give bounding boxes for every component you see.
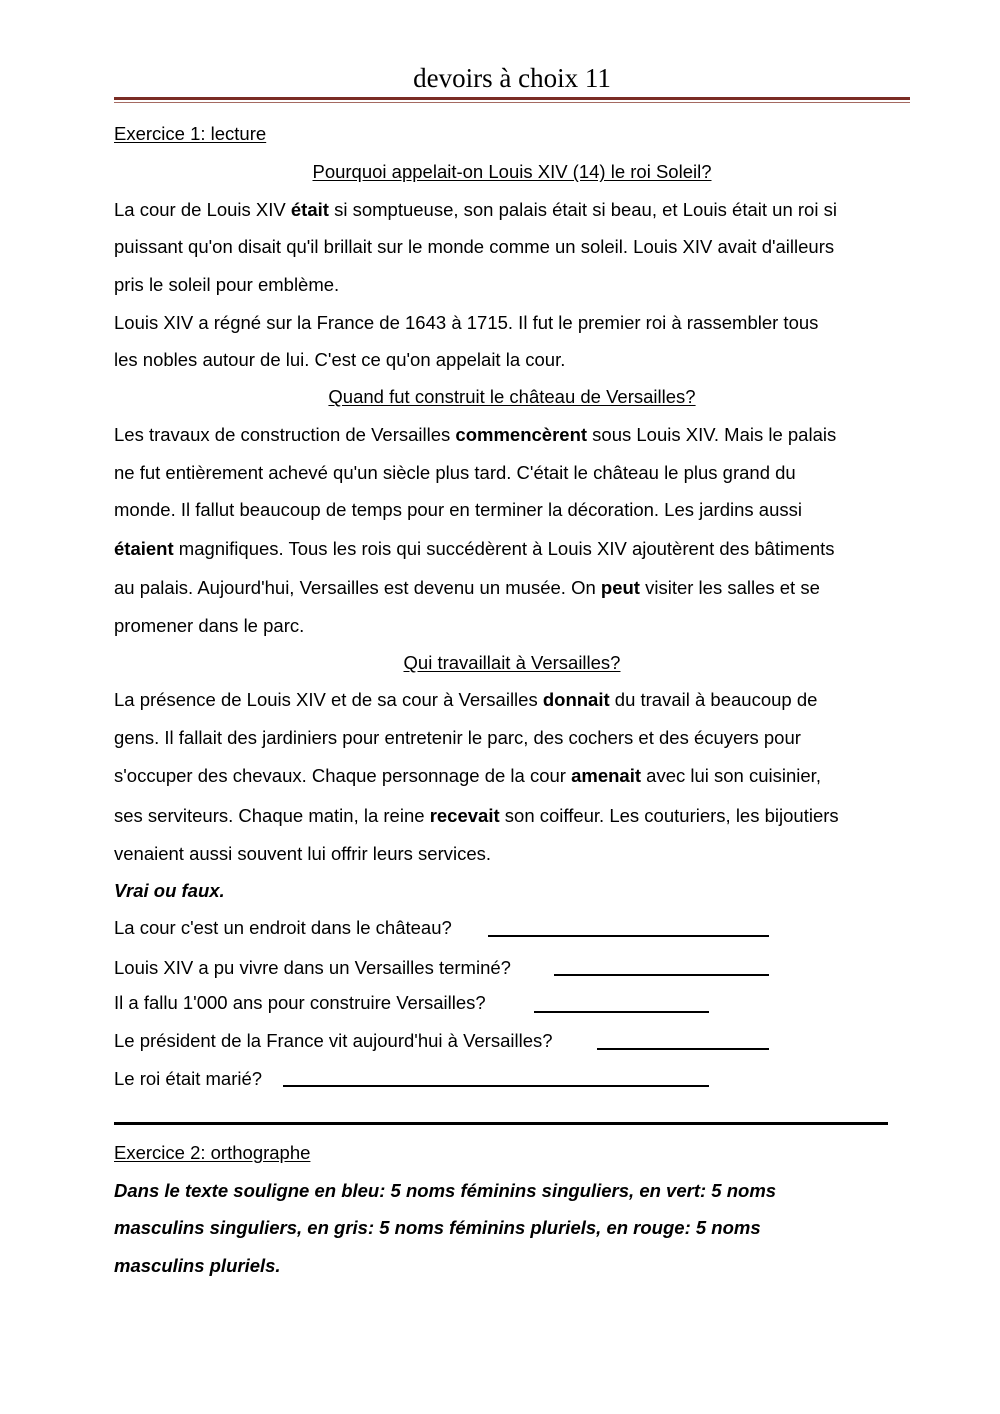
paragraph-line: gens. Il fallait des jardiniers pour entretenir le parc, des cochers et des écuyers pour [114,727,801,748]
text-run: son coiffeur. Les couturiers, les bijoutiers [499,805,839,826]
paragraph-line: venaient aussi souvent lui offrir leurs services. [114,843,492,864]
section-1-title: Pourquoi appelait-on Louis XIV (14) le roi Soleil? [312,161,712,182]
paragraph-line: les nobles autour de lui. C'est ce qu'on appelait la cour. [114,349,566,370]
answer-line[interactable] [283,1085,709,1087]
paragraph-line [114,688,914,712]
paragraph-line: ne fut entièrement achevé qu'un siècle plus tard. C'était le château le plus grand du [114,462,796,483]
text-run: sous Louis XIV. Mais le palais [587,424,837,445]
paragraph-line: monde. Il fallut beaucoup de temps pour en terminer la décoration. Les jardins aussi [114,499,802,520]
text-run: au palais. Aujourd'hui, Versailles est devenu un musée. On [114,577,601,598]
bold-verb: recevait [429,805,500,826]
text-run: La présence de Louis XIV et de sa cour à Versailles [114,689,543,710]
paragraph-line: pris le soleil pour emblème. [114,274,340,295]
paragraph-line [114,537,914,561]
section-3-title: Qui travaillait à Versailles? [403,652,621,673]
quiz-question: Le président de la France vit aujourd'hui à Versailles? [114,1030,553,1051]
quiz-question: Le roi était marié? [114,1068,263,1089]
paragraph-line [114,423,914,447]
bold-verb: était [290,199,329,220]
bold-verb: étaient [114,538,174,559]
instruction-line: masculins singuliers, en gris: 5 noms féminins pluriels, en rouge: 5 noms [114,1217,761,1238]
answer-line[interactable] [534,1011,709,1013]
quiz-title: Vrai ou faux. [114,880,225,901]
paragraph-line: puissant qu'on disait qu'il brillait sur le monde comme un soleil. Louis XIV avait d'ailleurs [114,236,835,257]
instruction-line: Dans le texte souligne en bleu: 5 noms féminins singuliers, en vert: 5 noms [114,1180,777,1201]
instruction-line: masculins pluriels. [114,1255,281,1276]
text-run: du travail à beaucoup de [609,689,818,710]
answer-line[interactable] [554,974,769,976]
bold-verb: commencèrent [455,424,588,445]
text-run: avec lui son cuisinier, [641,765,821,786]
paragraph-line: promener dans le parc. [114,615,305,636]
text-run: La cour de Louis XIV [114,199,291,220]
quiz-question: Louis XIV a pu vivre dans un Versailles terminé? [114,957,511,978]
text-run: s'occuper des chevaux. Chaque personnage de la cour [114,765,572,786]
text-run: visiter les salles et se [639,577,820,598]
section-divider [114,1122,888,1125]
text-run: si somptueuse, son palais était si beau, et Louis était un roi si [328,199,837,220]
paragraph-line [114,804,914,828]
text-run: ses serviteurs. Chaque matin, la reine [114,805,430,826]
text-run: Les travaux de construction de Versailles [114,424,456,445]
title-divider [114,97,910,103]
bold-verb: donnait [542,689,610,710]
paragraph-line [114,576,914,600]
paragraph-line [114,198,914,222]
text-run: magnifiques. Tous les rois qui succédèrent à Louis XIV ajoutèrent des bâtiments [173,538,835,559]
exercise-2-heading: Exercice 2: orthographe [114,1142,311,1163]
answer-line[interactable] [597,1048,769,1050]
page-title: devoirs à choix 11 [413,63,611,93]
exercise-1-heading: Exercice 1: lecture [114,123,267,144]
paragraph-line: Louis XIV a régné sur la France de 1643 à 1715. Il fut le premier roi à rassembler tous [114,312,819,333]
quiz-question: La cour c'est un endroit dans le château? [114,917,452,938]
bold-verb: peut [600,577,640,598]
quiz-question: Il a fallu 1'000 ans pour construire Versailles? [114,992,486,1013]
bold-verb: amenait [571,765,642,786]
section-2-title: Quand fut construit le château de Versailles? [328,386,696,407]
paragraph-line [114,764,914,788]
answer-line[interactable] [488,935,769,937]
